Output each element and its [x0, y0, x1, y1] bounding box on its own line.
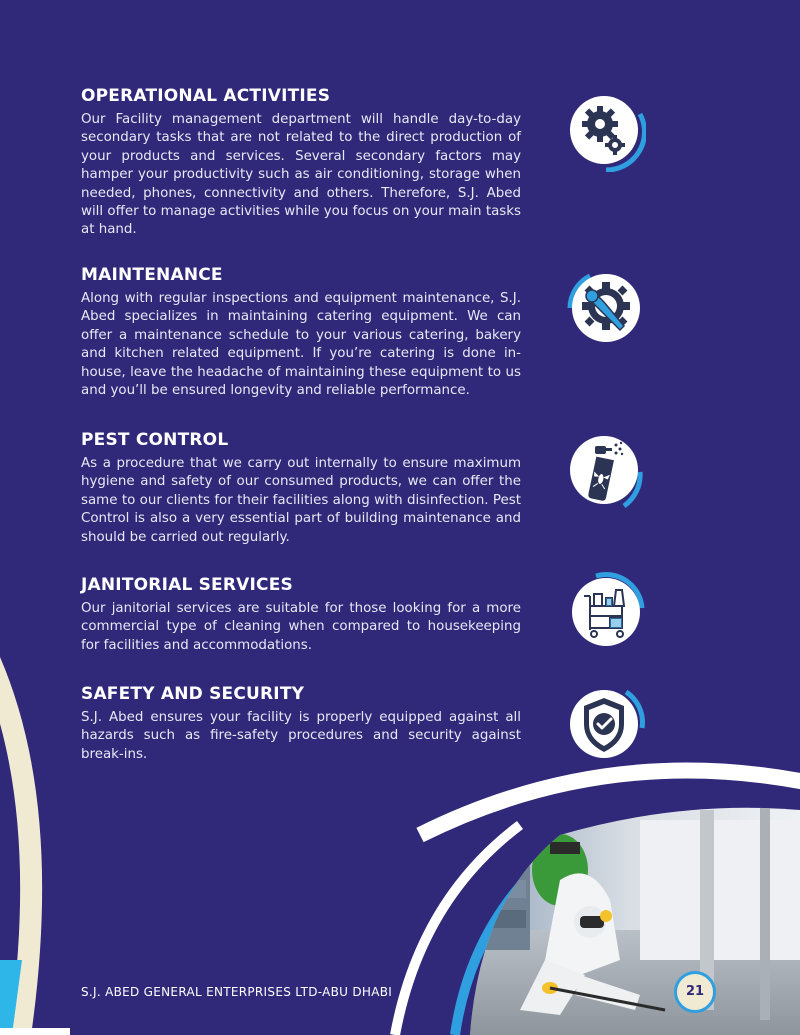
- section-safety-and-security: [81, 684, 521, 764]
- gears-icon: [566, 92, 646, 172]
- section-title: SAFETY AND SECURITY: [81, 684, 305, 704]
- section-pest-control: [81, 430, 521, 547]
- wrench-gear-icon: [566, 268, 646, 348]
- shield-check-icon: [566, 684, 646, 764]
- section-title: JANITORIAL SERVICES: [81, 575, 293, 595]
- section-body: Our Facility management department will handle day-to-day secondary tasks that are not related to the direct production of your products and services. Several secondary factors may hamper your productivity such as air conditioning, storage when needed, phones, connectivity and others. Therefore, S.J. Abed will offer to manage activities while you focus on your main tasks at hand.: [81, 112, 521, 238]
- section-title: OPERATIONAL ACTIVITIES: [81, 86, 331, 106]
- page-number-badge: 21: [674, 971, 716, 1013]
- section-body: Along with regular inspections and equipment maintenance, S.J. Abed specializes in maintaining catering equipment. We can offer a maintenance schedule to your various catering, bakery and kitchen related equipment. If you’re catering is done in-house, leave the headache of maintaining these equipment to us and you’ll be ensured longevity and reliable performance.: [81, 291, 521, 399]
- section-janitorial-services: [81, 575, 521, 655]
- section-maintenance: [81, 265, 521, 400]
- section-operational-activities: [81, 86, 521, 240]
- section-title: MAINTENANCE: [81, 265, 223, 285]
- cleaning-cart-icon: [566, 572, 646, 652]
- footer-company: S.J. ABED GENERAL ENTERPRISES LTD-ABU DHABI: [81, 985, 393, 999]
- section-body: Our janitorial services are suitable for those looking for a more commercial type of cleaning when compared to housekeeping for facilities and accommodations.: [81, 601, 521, 653]
- insect-spray-icon: [566, 432, 646, 512]
- section-title: PEST CONTROL: [81, 430, 229, 450]
- section-body: S.J. Abed ensures your facility is properly equipped against all hazards such as fire-safety procedures and security against break-ins.: [81, 710, 521, 762]
- section-body: As a procedure that we carry out internally to ensure maximum hygiene and safety of our consumed products, we can offer the same to our clients for their facilities along with disinfection. Pest Control is also a very essential part of building maintenance and should be carried out regularly.: [81, 456, 521, 545]
